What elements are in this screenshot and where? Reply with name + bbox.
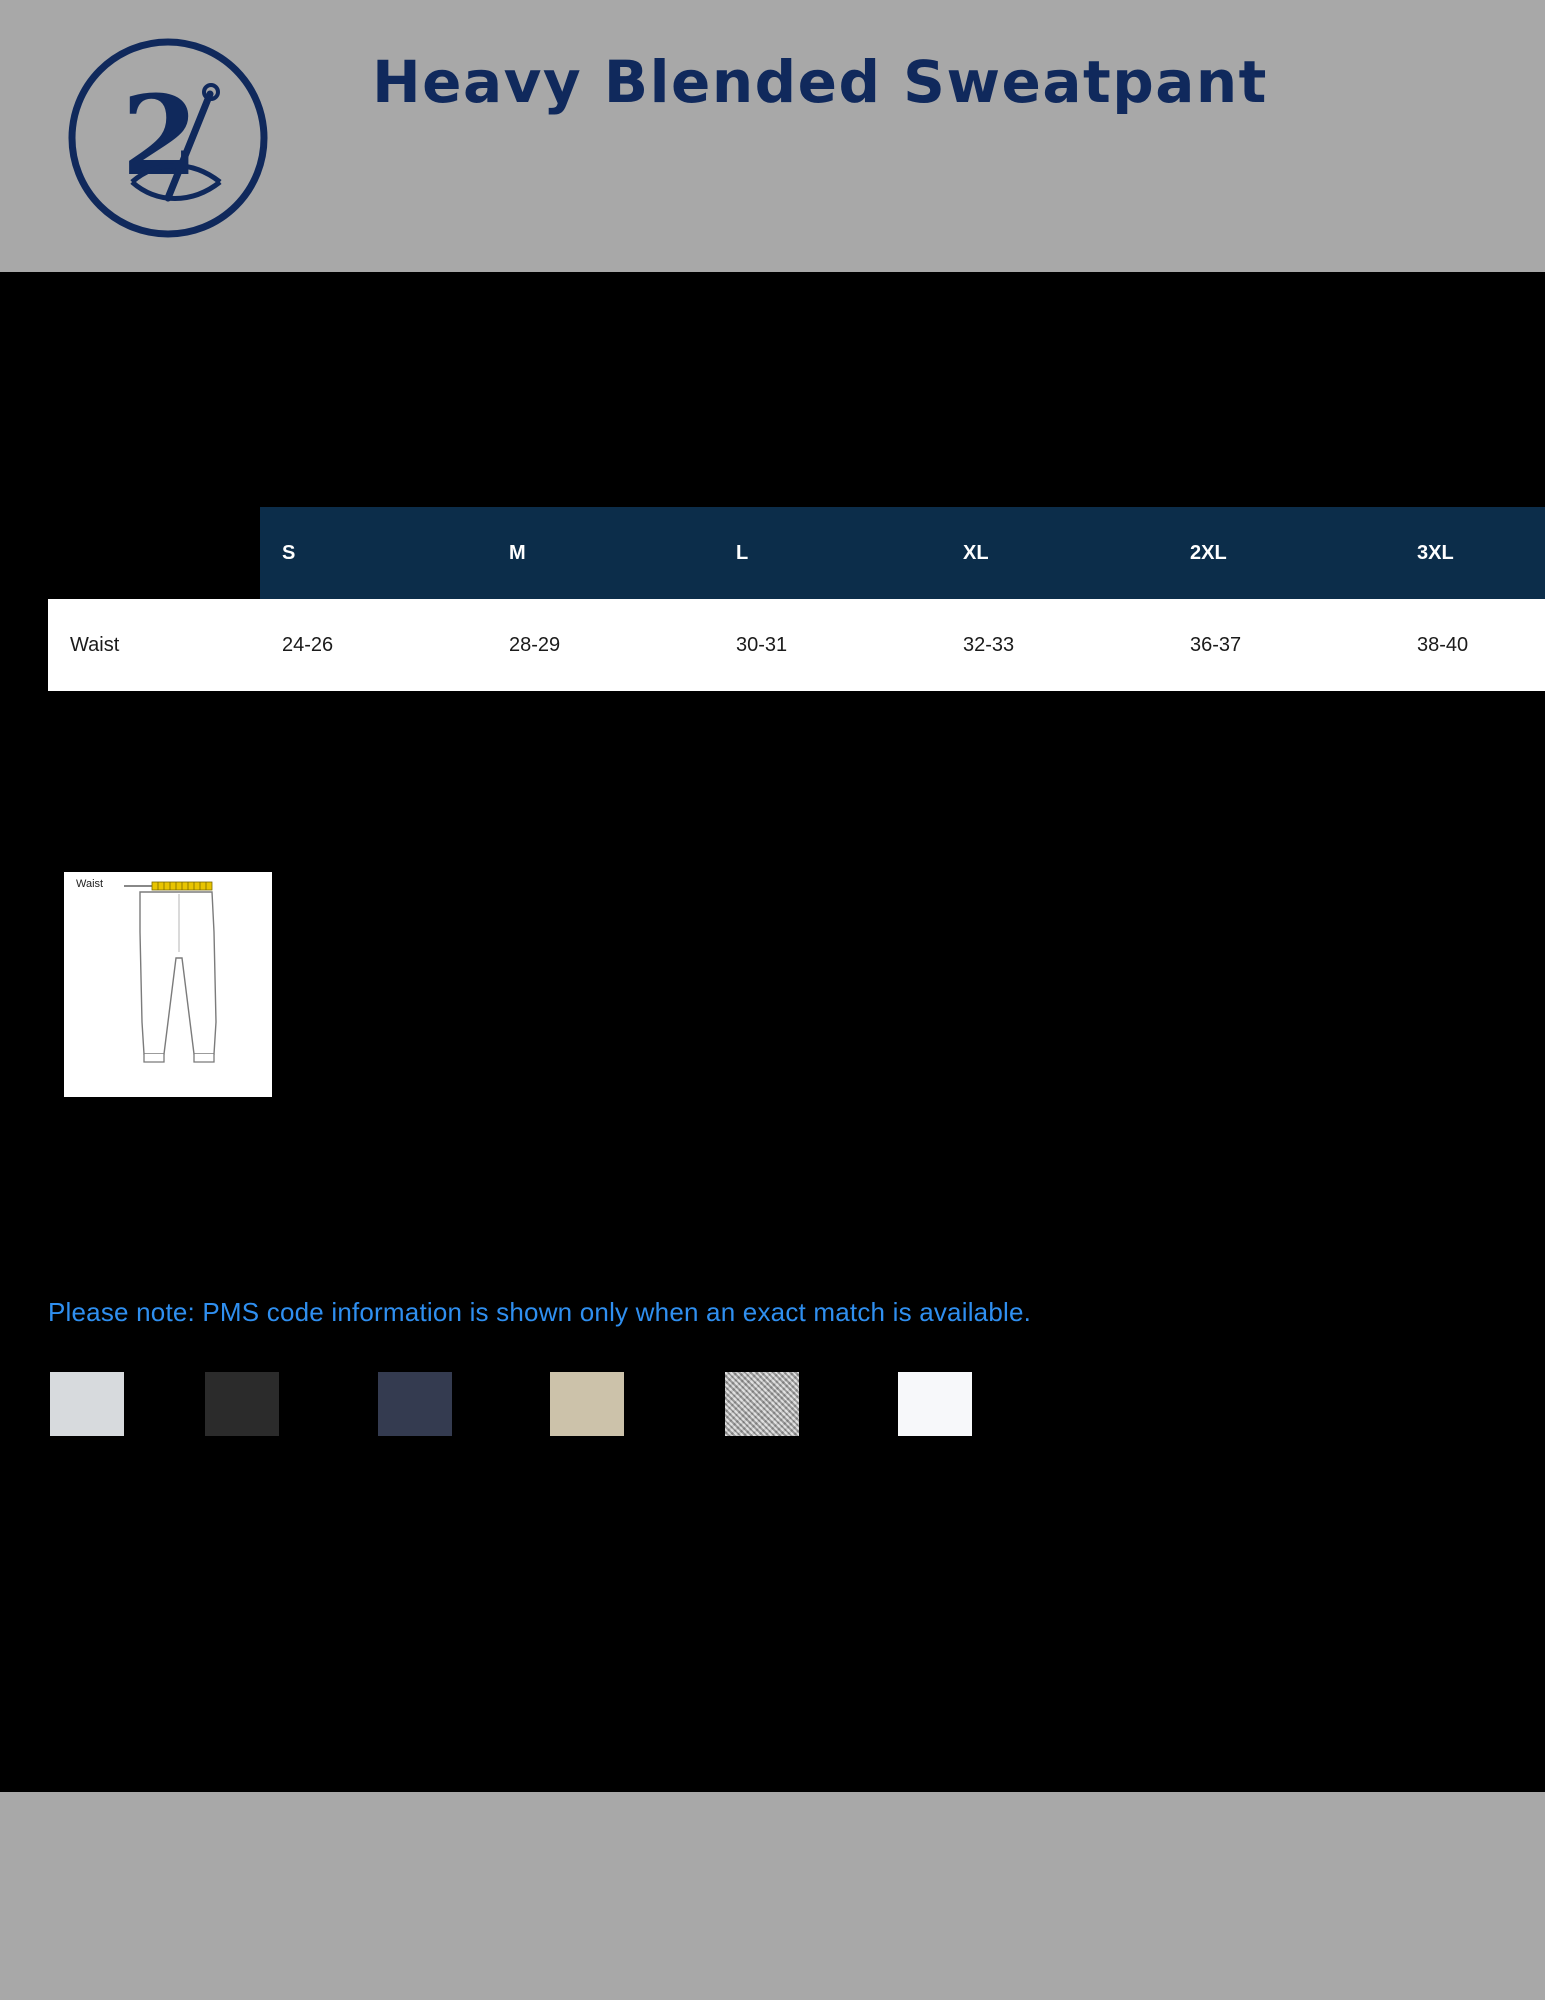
cell-waist-3xl: 38-40 [1395,599,1545,691]
content-area [0,272,1545,1792]
table-corner-cell [48,507,260,599]
page-footer [0,1792,1545,2000]
pms-note: Please note: PMS code information is shown only when an exact match is available. [48,1297,1032,1327]
cell-waist-s: 24-26 [260,599,487,691]
diagram-label: Waist [76,878,104,890]
swatch-light-grey[interactable] [50,1372,124,1436]
column-header-3xl: 3XL [1395,507,1545,599]
column-header-l: L [714,507,941,599]
swatch-navy[interactable] [378,1372,452,1436]
measurement-diagram [64,872,272,1097]
row-label-waist: Waist [48,599,260,691]
cell-waist-xl: 32-33 [941,599,1168,691]
column-header-xl: XL [941,507,1168,599]
swatch-dark-charcoal[interactable] [205,1372,279,1436]
swatch-sport-grey-heather[interactable] [725,1372,799,1436]
page-title: Heavy Blended Sweatpant [372,48,1268,116]
color-swatch-list [50,1372,1050,1442]
cell-waist-l: 30-31 [714,599,941,691]
column-header-m: M [487,507,714,599]
size-chart-table [48,507,1545,691]
column-header-2xl: 2XL [1168,507,1395,599]
pant-outline-icon [64,872,272,1097]
brand-logo-icon [62,32,275,245]
cell-waist-2xl: 36-37 [1168,599,1395,691]
table-header-row [48,507,1545,599]
cell-waist-m: 28-29 [487,599,714,691]
column-header-s: S [260,507,487,599]
page-header [0,0,1545,272]
swatch-sand[interactable] [550,1372,624,1436]
svg-text:2: 2 [121,71,199,200]
table-row [48,599,1545,691]
swatch-white[interactable] [898,1372,972,1436]
